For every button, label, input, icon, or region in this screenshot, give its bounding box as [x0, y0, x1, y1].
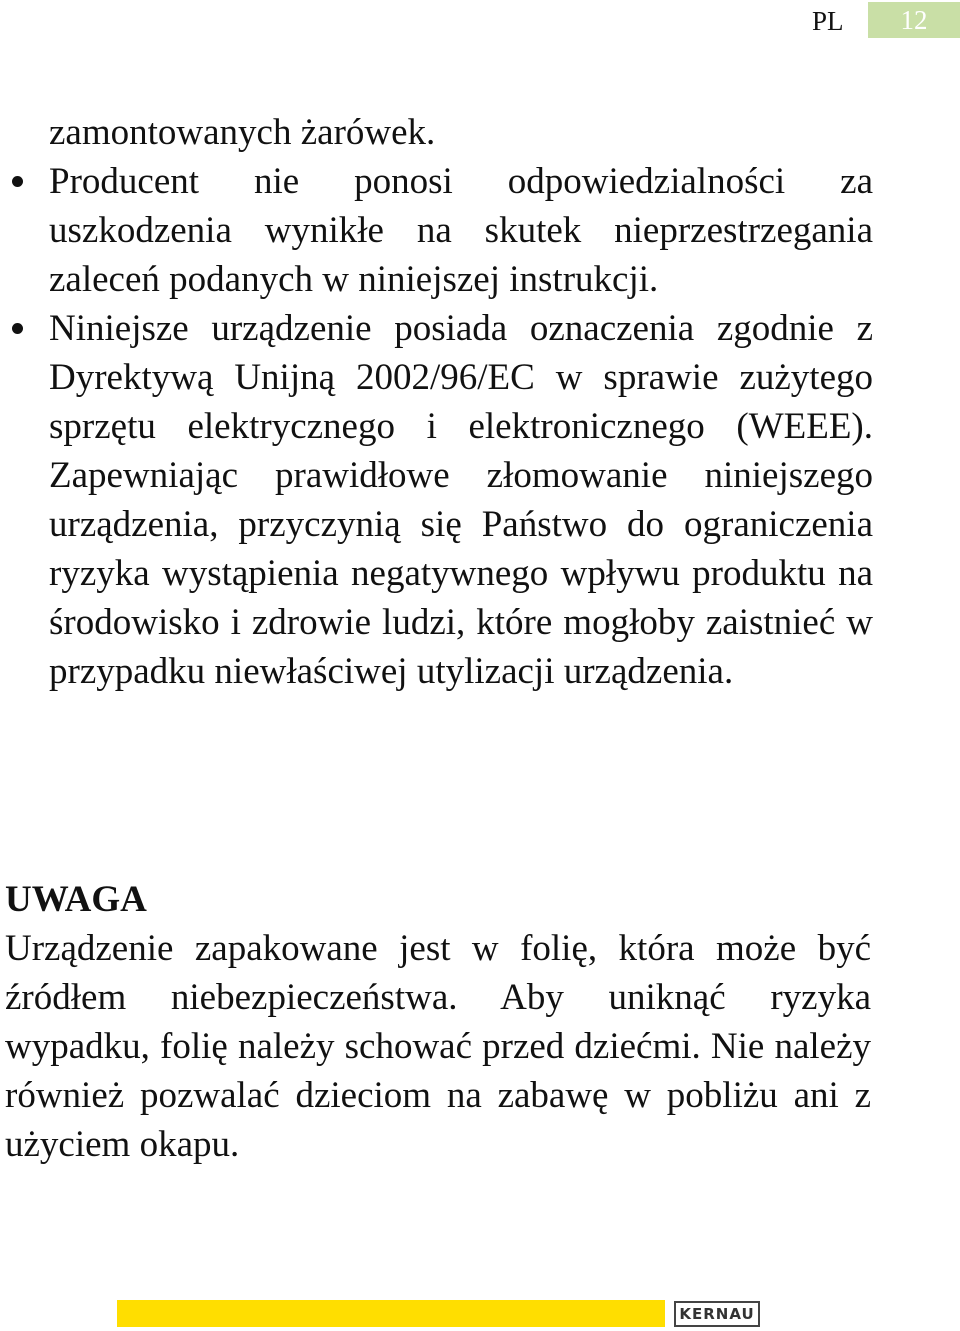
warning-heading: UWAGA	[5, 879, 147, 920]
brand-logo: KERNAU	[674, 1301, 760, 1327]
bullet-text-weee: Niniejsze urządzenie posiada oznaczenia zgodnie z Dyrektywą Unijną 2002/96/EC w sprawie zużytego sprzętu elektrycznego i elektronicznego (WEEE). Zapewniając prawidłowe złomowanie niniejszego urządzenia, przyczynią się Państwo do ograniczenia ryzyka wystąpienia negatywnego wpływu produktu na środowisko i zdrowie ludzi, które mogłoby zaistnieć w przypadku niewłaściwej utylizacji urządzenia.	[49, 308, 873, 692]
bullet-dot-icon	[12, 176, 23, 187]
bullet-item-weee	[49, 304, 873, 696]
bullet-text-liability: Producent nie ponosi odpowiedzialności za uszkodzenia wynikłe na skutek nieprzestrzegania zaleceń podanych w niniejszej instrukcji.	[49, 161, 873, 300]
footer-accent-bar	[117, 1300, 665, 1327]
bullet-dot-icon	[12, 323, 23, 334]
warning-body: Urządzenie zapakowane jest w folię, która może być źródłem niebezpieczeństwa. Aby uniknąć ryzyka wypadku, folię należy schować przed dziećmi. Nie należy również pozwalać dzieciom na zabawę w pobliżu ani z użyciem okapu.	[5, 928, 871, 1165]
intro-line: zamontowanych żarówek.	[49, 112, 436, 153]
bullet-item-liability	[49, 157, 873, 304]
main-content	[49, 108, 873, 696]
bullet-list	[49, 157, 873, 696]
page-number-badge: 12	[868, 2, 960, 38]
warning-section	[5, 875, 871, 1169]
language-label: PL	[812, 6, 844, 36]
